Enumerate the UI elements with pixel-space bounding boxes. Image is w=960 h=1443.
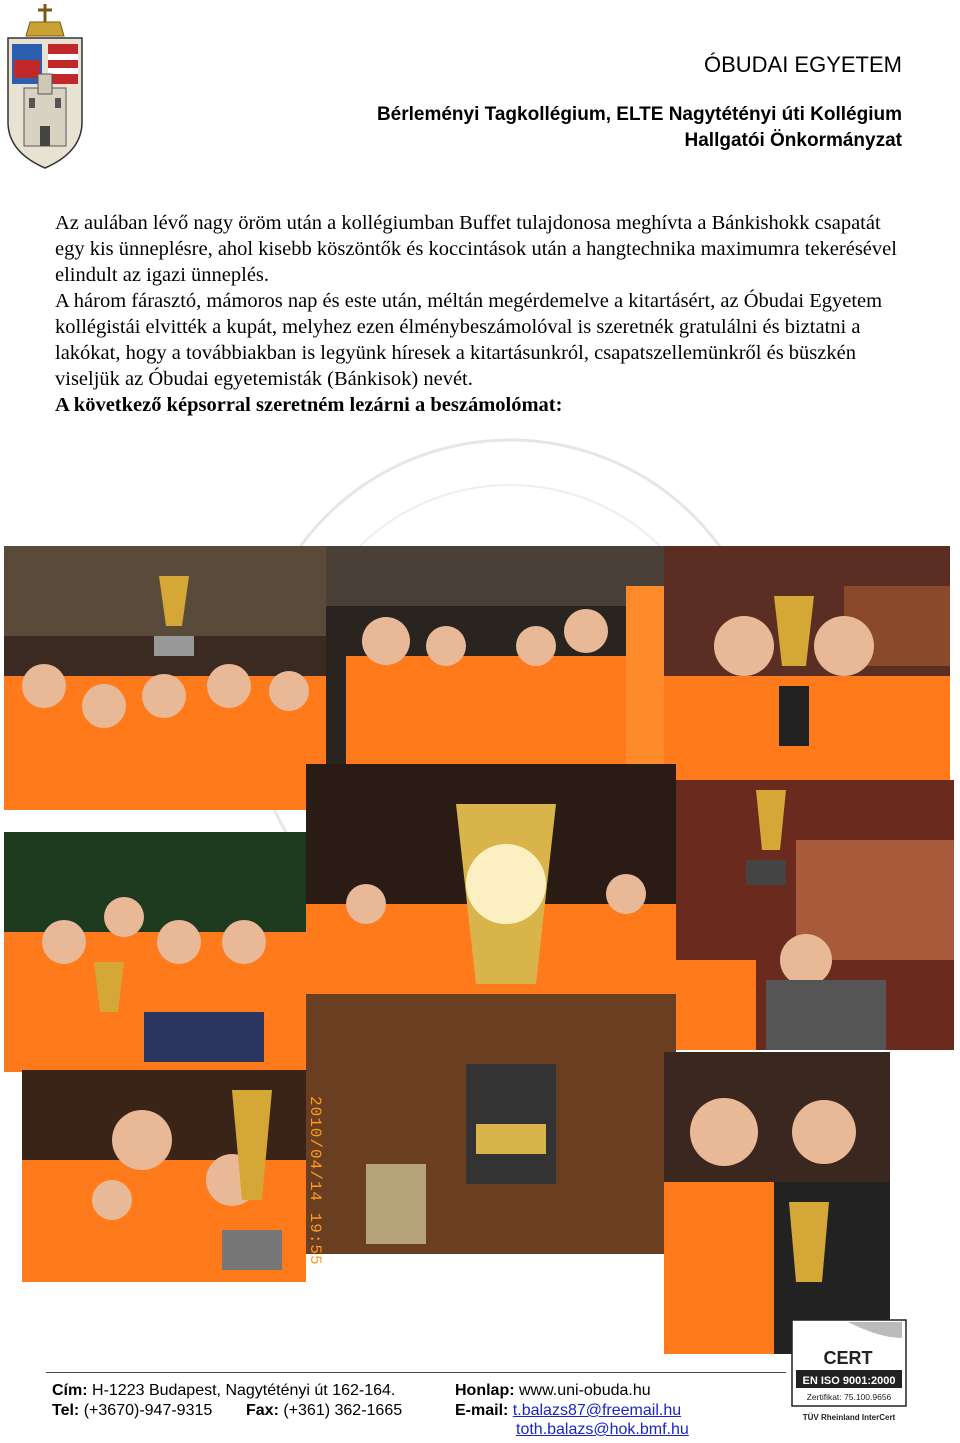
cert-number: Zertifikat: 75.100.9656 — [806, 1392, 892, 1402]
footer-email — [455, 1402, 681, 1420]
photo-cheering-with-trophy — [676, 780, 954, 1050]
fax-value: (+361) 362-1665 — [283, 1402, 403, 1419]
cert-issuer: TÜV Rheinland InterCert — [802, 1413, 896, 1422]
dormitory-name: Bérleményi Tagkollégium, ELTE Nagytétényi úti Kollégium — [376, 104, 902, 125]
footer-fax — [246, 1402, 402, 1420]
iso-cert-badge — [790, 1318, 908, 1426]
footer-email-2 — [516, 1421, 689, 1439]
footer-website — [455, 1382, 651, 1400]
university-name: ÓBUDAI EGYETEM — [703, 52, 902, 77]
photo-trophy-raised — [4, 546, 326, 810]
fax-label: Fax: — [246, 1402, 279, 1419]
student-government-name: Hallgatói Önkormányzat — [684, 130, 902, 151]
tel-label: Tel: — [52, 1402, 80, 1419]
email-link-1[interactable]: t.balazs87@freemail.hu — [512, 1402, 682, 1419]
photo-group-lying — [4, 832, 310, 1072]
address-label: Cím: — [52, 1382, 88, 1399]
address-value: H-1223 Budapest, Nagytétényi út 162-164. — [92, 1382, 396, 1399]
cert-standard: EN ISO 9001:2000 — [802, 1375, 896, 1387]
university-crest-logo — [2, 2, 88, 170]
email-label: E-mail: — [455, 1402, 509, 1419]
email-link-2[interactable]: toth.balazs@hok.bmf.hu — [516, 1421, 689, 1438]
footer-tel — [52, 1402, 212, 1420]
photo-two-with-trophy — [664, 1052, 890, 1354]
footer-divider — [46, 1372, 786, 1373]
photo-kissing-trophy — [664, 546, 950, 794]
web-label: Honlap: — [455, 1382, 515, 1399]
tel-value: (+3670)-947-9315 — [83, 1402, 213, 1419]
photo-holding-trophy — [22, 1070, 306, 1282]
cert-brand: CERT — [823, 1348, 873, 1368]
photo-toast-group — [326, 546, 664, 764]
paragraph-celebration: Az aulában lévő nagy öröm után a kollégiumban Buffet tulajdonosa meghívta a Bánkishokk csapatát egy kis ünneplésre, ahol kisebb köszöntők és koccintások után a hangtechnika maximumra tekerésével elindult az igazi ünneplés. — [55, 212, 897, 286]
closing-sentence: A következő képsorral szeretném lezárni a beszámolómat: — [55, 394, 563, 416]
web-value[interactable]: www.uni-obuda.hu — [519, 1382, 651, 1399]
photo-date-stamp: 2010/04/14 19:55 — [306, 1096, 324, 1266]
paragraph-congratulation: A három fárasztó, mámoros nap és este után, méltán megérdemelve a kitartásért, az Óbudai Egyetem kollégistái elvitték a kupát, melyhez ezen élménybeszámolóval is szeretnék gratulálni és biztatni a lakókat, hogy a továbbiakban is legyünk híresek a kitartásunkról, csapatszellemünkről és büszkén viseljük az Óbudai egyetemisták (Bánkisok) nevét. — [55, 290, 883, 390]
photo-trophy-on-table — [306, 764, 676, 1254]
footer-address — [52, 1382, 395, 1400]
